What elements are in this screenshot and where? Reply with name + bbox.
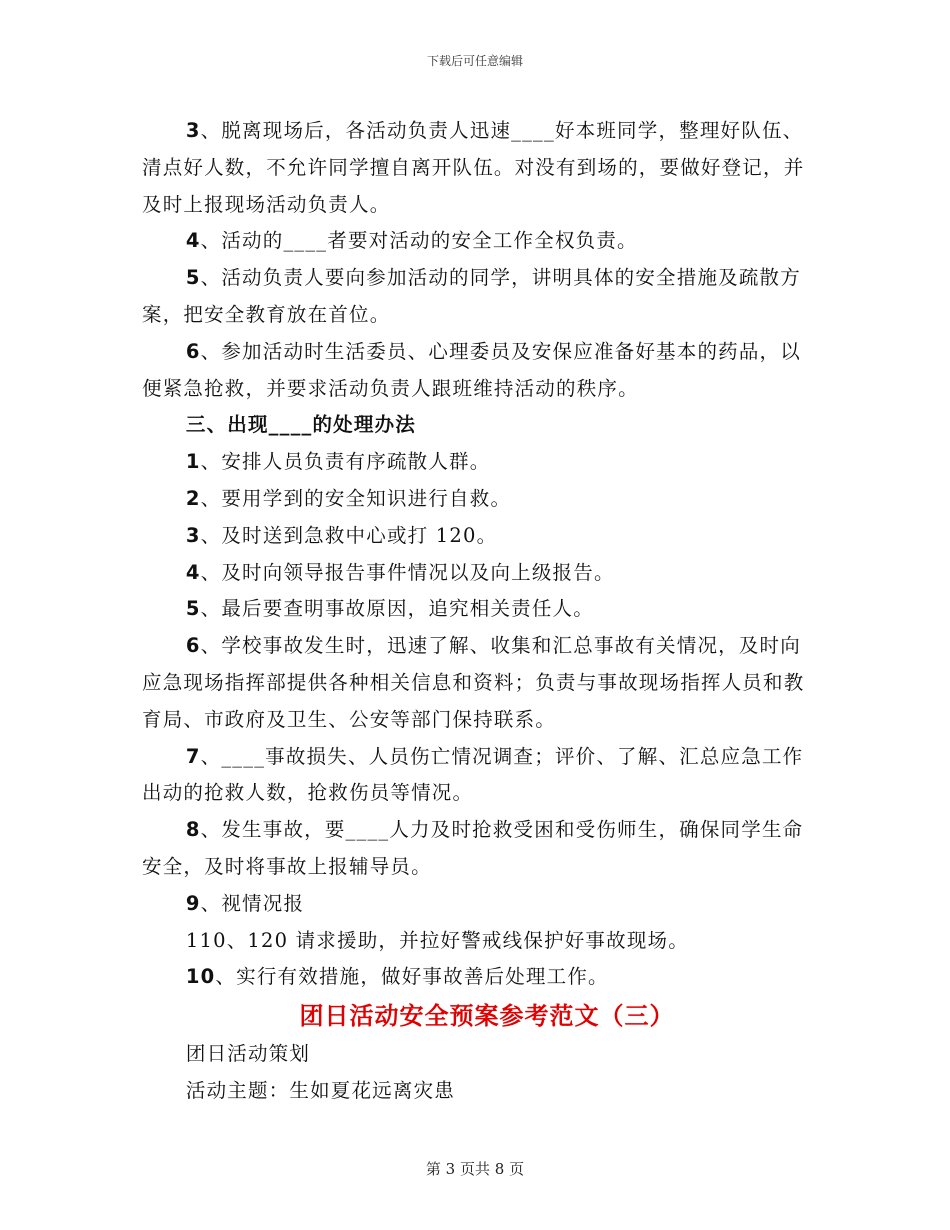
list-item (142, 518, 812, 555)
list-item (142, 812, 812, 886)
section-title: 团日活动安全预案参考范文（三） (299, 1001, 675, 1031)
list-item (142, 555, 812, 592)
item-number: 9 (185, 891, 201, 915)
item-text: 、及时向领导报告事件情况以及向上级报告。 (200, 560, 615, 584)
item-text: 、及时送到急救中心或打 120。 (200, 523, 498, 547)
list-item (142, 886, 812, 923)
item-number: 5 (185, 597, 201, 621)
section-heading: 三、出现____的处理办法 (185, 413, 416, 437)
item-text: 、视情况报 (200, 891, 305, 915)
page-header: 下载后可任意编辑 (426, 54, 523, 68)
list-item (142, 959, 812, 996)
item-number: 4 (185, 229, 201, 253)
item-number: 5 (185, 266, 201, 290)
item-text: 、学校事故发生时，迅速了解、收集和汇总事故有关情况，及时向应急现场指挥部提供各种相关信息和资料；负责与事故现场指挥人员和教育局、市政府及卫生、公安等部门保持联系。 (142, 634, 805, 731)
list-item (142, 113, 812, 223)
list-item (142, 628, 812, 738)
item-number: 10 (185, 965, 216, 989)
item-number: 7 (185, 744, 201, 768)
body-line: 活动主题：生如夏花远离灾患 (185, 1078, 455, 1102)
list-item (142, 444, 812, 481)
list-item (142, 481, 812, 518)
item-number: 6 (185, 634, 201, 658)
list-item (142, 334, 812, 408)
item-text: 、脱离现场后，各活动负责人迅速____好本班同学，整理好队伍、清点好人数，不允许同学擅自离开队伍。对没有到场的，要做好登记，并及时上报现场活动负责人。 (142, 119, 805, 216)
list-item (142, 260, 812, 334)
item-text: 、最后要查明事故原因，追究相关责任人。 (200, 597, 594, 621)
item-text: 、活动负责人要向参加活动的同学，讲明具体的安全措施及疏散方案，把安全教育放在首位。 (142, 266, 801, 326)
item-number: 4 (185, 560, 201, 584)
item-text: 、参加活动时生活委员、心理委员及安保应准备好基本的药品，以便紧急抢救，并要求活动负责人跟班维持活动的秩序。 (142, 339, 801, 400)
list-item (142, 739, 812, 813)
item-number: 6 (185, 339, 201, 363)
body-line: 团日活动策划 (185, 1042, 311, 1066)
page-footer: 第 3 页共 8 页 (425, 1160, 525, 1178)
item-number: 8 (185, 818, 201, 842)
item-text: 、发生事故，要____人力及时抢救受困和受伤师生，确保同学生命安全，及时将事故上报辅导员。 (142, 818, 804, 878)
item-text: 、要用学到的安全知识进行自救。 (200, 486, 512, 510)
item-text: 、实行有效措施，做好事故善后处理工作。 (215, 965, 609, 989)
item-number: 1 (185, 450, 201, 474)
document-body (142, 113, 812, 1110)
item-number: 2 (185, 486, 201, 510)
list-item (142, 591, 812, 628)
item-text: 、活动的____者要对活动的安全工作全权负责。 (200, 229, 638, 253)
item-number: 3 (185, 523, 201, 547)
list-item (142, 223, 812, 260)
item-text: 、安排人员负责有序疏散人群。 (200, 450, 491, 474)
item-number: 3 (185, 119, 201, 142)
continuation-line: 110、120 请求援助，并拉好警戒线保护好事故现场。 (185, 928, 689, 952)
item-text: 、____事故损失、人员伤亡情况调查；评价、了解、汇总应急工作出动的抢救人数，抢救伤员等情况。 (142, 744, 804, 805)
